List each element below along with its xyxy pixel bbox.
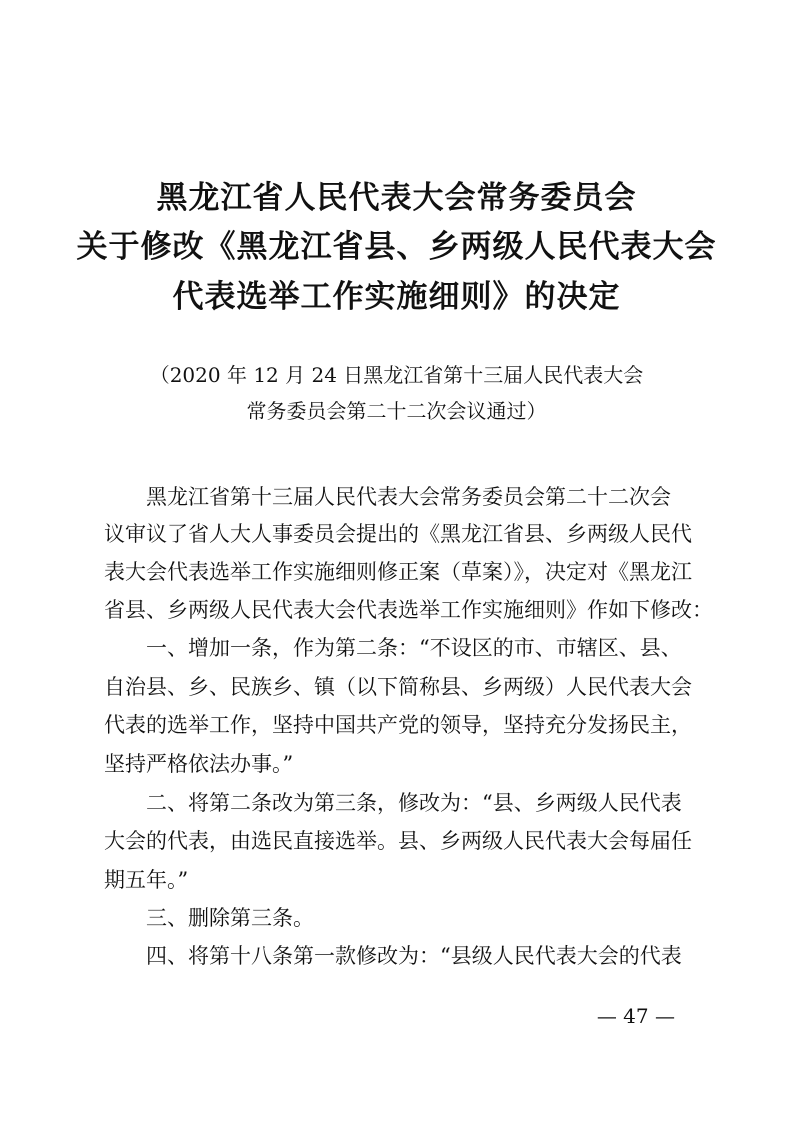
title-line-3: 代表选举工作实施细则》的决定: [172, 279, 621, 315]
body-line: 二、将第二条改为第三条，修改为：“县、乡两级人民代表: [146, 791, 682, 815]
body-line: 省县、乡两级人民代表大会代表选举工作实施细则》作如下修改：: [104, 598, 713, 622]
title-line-2: 关于修改《黑龙江省县、乡两级人民代表大会: [76, 229, 717, 265]
body-line: 四、将第十八条第一款修改为：“县级人民代表大会的代表: [146, 944, 682, 968]
body-line: 议审议了省人大人事委员会提出的《黑龙江省县、乡两级人民代: [104, 522, 692, 546]
body-line: 三、删除第三条。: [146, 906, 314, 930]
body-line: 一、增加一条，作为第二条：“不设区的市、市辖区、县、: [146, 636, 682, 660]
body-line: 大会的代表，由选民直接选举。县、乡两级人民代表大会每届任: [104, 829, 692, 853]
body-line: 坚持严格依法办事。”: [104, 752, 294, 776]
body-line: 表大会代表选举工作实施细则修正案（草案）》，决定对《黑龙江: [104, 560, 692, 584]
page-number: — 47 —: [596, 1004, 675, 1028]
body-line: 自治县、乡、民族乡、镇（以下简称县、乡两级）人民代表大会: [104, 675, 692, 699]
body-line: 代表的选举工作，坚持中国共产党的领导，坚持充分发扬民主，: [104, 713, 692, 737]
body-line: 黑龙江省第十三届人民代表大会常务委员会第二十二次会: [146, 485, 671, 509]
body-line: 期五年。”: [104, 868, 189, 892]
title-line-1: 黑龙江省人民代表大会常务委员会: [156, 180, 637, 216]
subtitle-line-1: （2020 年 12 月 24 日黑龙江省第十三届人民代表大会: [149, 363, 644, 387]
subtitle-line-2: 常务委员会第二十二次会议通过）: [246, 399, 547, 423]
